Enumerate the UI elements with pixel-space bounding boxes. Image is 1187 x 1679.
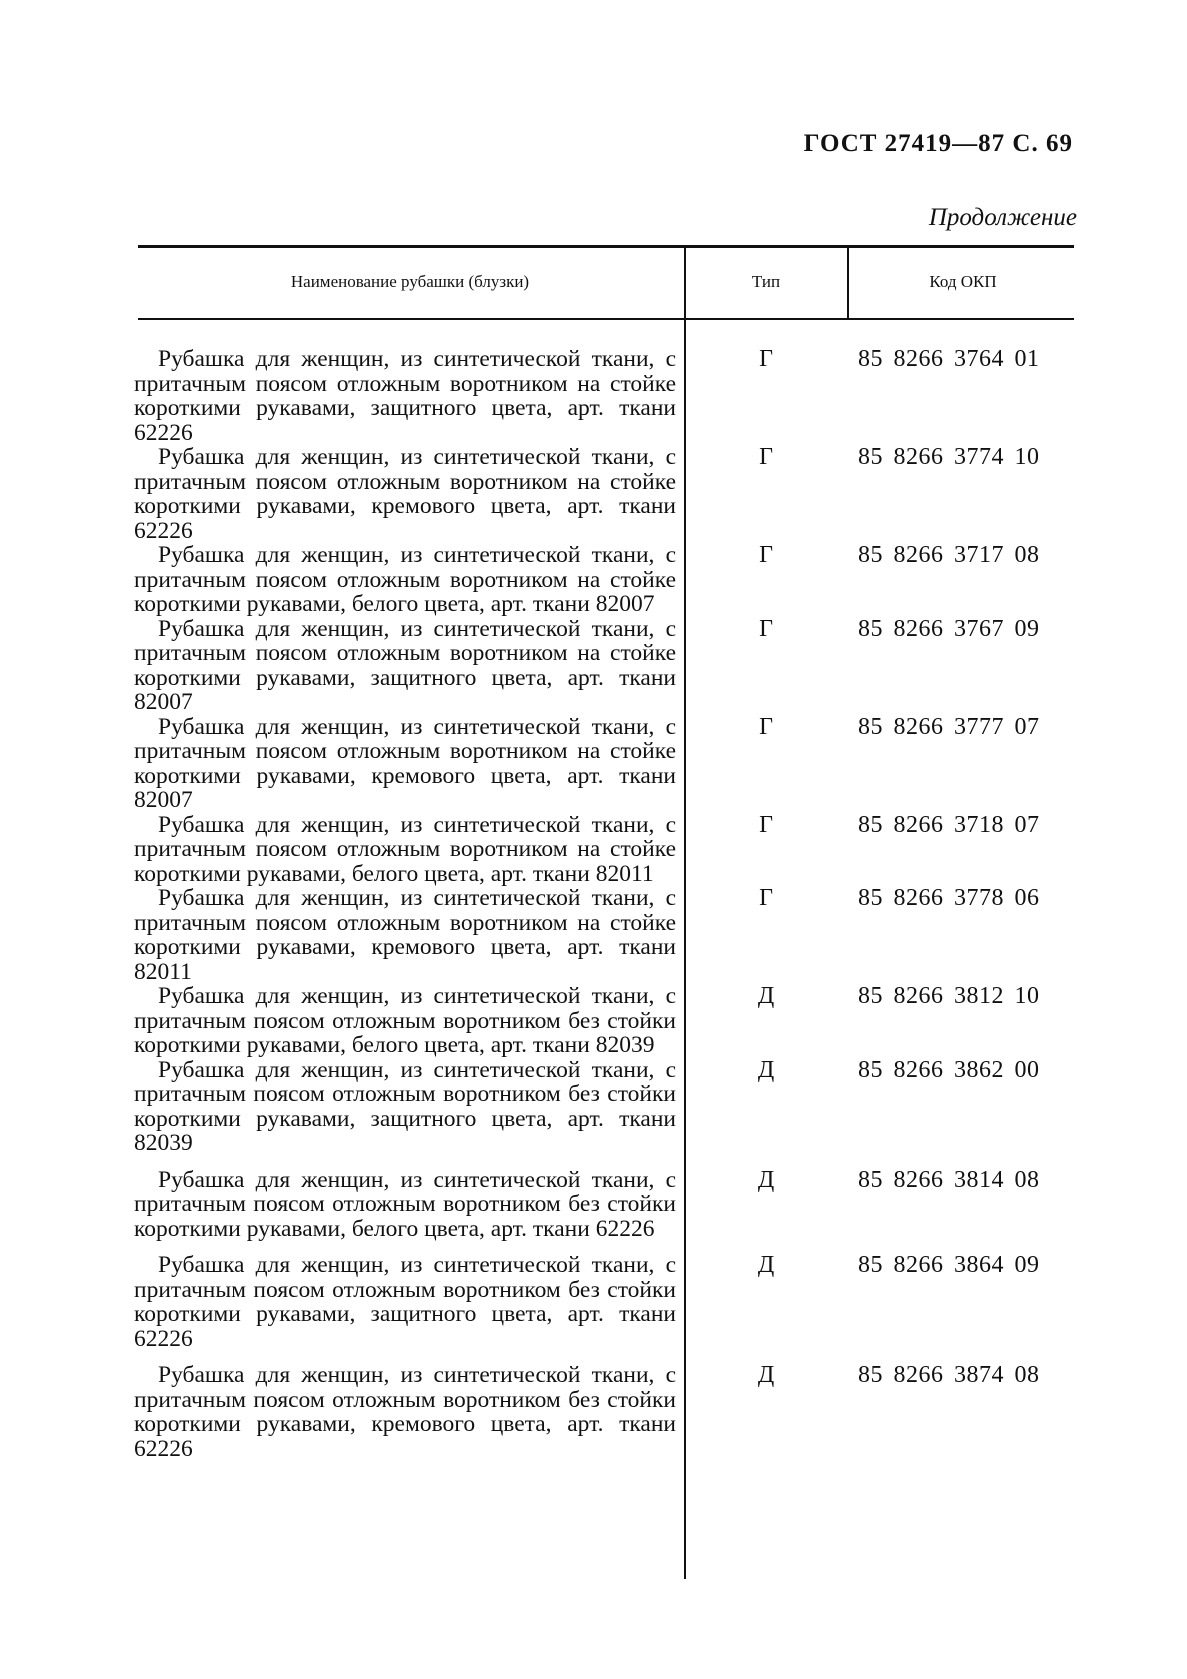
column-header-name: Наименование рубашки (блузки)	[290, 272, 530, 291]
table-header-rule	[138, 318, 1074, 320]
table-row	[0, 1168, 1187, 1242]
okp-code: 85 8266 3718 07	[858, 811, 1040, 838]
table-row	[0, 984, 1187, 1058]
shirt-type: Д	[757, 1362, 775, 1388]
shirt-name: Рубашка для женщин, из синтетической ткани, с притачным поясом отложным воротником на стойке короткими рукавами, защитного цвета, арт. ткани 82007	[134, 615, 676, 715]
table-row	[0, 886, 1187, 984]
okp-code: 85 8266 3764 01	[858, 346, 1040, 372]
shirt-name: Рубашка для женщин, из синтетической ткани, с притачным поясом отложным воротником на стойке короткими рукавами, белого цвета, арт. ткани 82007	[134, 542, 676, 617]
table-row	[0, 1253, 1187, 1351]
shirt-name: Рубашка для женщин, из синтетической ткани, с притачным поясом отложным воротником без стойки короткими рукавами, защитного цвета, арт. ткани 82039	[134, 1056, 676, 1156]
table-row	[0, 347, 1187, 445]
shirt-type: Д	[757, 1252, 775, 1278]
okp-code: 85 8266 3812 10	[858, 983, 1040, 1009]
page-header: ГОСТ 27419—87 С. 69	[803, 130, 1073, 157]
shirt-type: Д	[757, 983, 775, 1009]
shirt-name: Рубашка для женщин, из синтетической ткани, с притачным поясом отложным воротником на стойке короткими рукавами, защитного цвета, арт. ткани 62226	[134, 346, 676, 446]
okp-code: 85 8266 3874 08	[858, 1362, 1040, 1388]
okp-code: 85 8266 3862 00	[858, 1056, 1040, 1083]
okp-code: 85 8266 3778 06	[858, 885, 1040, 911]
table-top-rule	[138, 245, 1074, 248]
okp-code: 85 8266 3717 08	[858, 542, 1040, 568]
table-row	[0, 543, 1187, 617]
okp-code: 85 8266 3774 10	[858, 444, 1040, 470]
shirt-name: Рубашка для женщин, из синтетической ткани, с притачным поясом отложным воротником на стойке короткими рукавами, кремового цвета, арт. ткани 82011	[134, 885, 676, 985]
shirt-type: Г	[759, 346, 773, 372]
okp-code: 85 8266 3777 07	[858, 713, 1040, 740]
shirt-type: Д	[757, 1056, 775, 1083]
okp-code: 85 8266 3767 09	[858, 615, 1040, 642]
column-header-code: Код ОКП	[929, 272, 997, 291]
okp-code: 85 8266 3864 09	[858, 1252, 1040, 1278]
column-divider-type-code	[847, 248, 849, 318]
shirt-type: Г	[759, 542, 773, 568]
shirt-name: Рубашка для женщин, из синтетической ткани, с притачным поясом отложным воротником без стойки короткими рукавами, защитного цвета, арт. ткани 62226	[134, 1252, 676, 1352]
table-row	[0, 715, 1187, 813]
shirt-type: Г	[759, 444, 773, 470]
column-header-type: Тип	[751, 272, 781, 291]
shirt-name: Рубашка для женщин, из синтетической ткани, с притачным поясом отложным воротником без стойки короткими рукавами, кремового цвета, арт. ткани 62226	[134, 1362, 676, 1462]
shirt-type: Г	[759, 811, 773, 838]
shirt-name: Рубашка для женщин, из синтетической ткани, с притачным поясом отложным воротником на стойке короткими рукавами, кремового цвета, арт. ткани 62226	[134, 444, 676, 544]
table-row	[0, 617, 1187, 715]
shirt-type: Г	[759, 615, 773, 642]
shirt-type: Г	[759, 713, 773, 740]
table-row	[0, 813, 1187, 887]
table-row	[0, 1363, 1187, 1461]
shirt-name: Рубашка для женщин, из синтетической ткани, с притачным поясом отложным воротником на стойке короткими рукавами, кремового цвета, арт. ткани 82007	[134, 713, 676, 813]
continuation-label: Продолжение	[928, 204, 1077, 231]
okp-code: 85 8266 3814 08	[858, 1166, 1040, 1193]
shirt-type: Д	[757, 1166, 775, 1193]
table-row	[0, 1058, 1187, 1156]
shirt-type: Г	[759, 885, 773, 911]
shirt-name: Рубашка для женщин, из синтетической ткани, с притачным поясом отложным воротником без стойки короткими рукавами, белого цвета, арт. ткани 82039	[134, 983, 676, 1058]
shirt-name: Рубашка для женщин, из синтетической ткани, с притачным поясом отложным воротником на стойке короткими рукавами, белого цвета, арт. ткани 82011	[134, 811, 676, 887]
table-row	[0, 445, 1187, 543]
shirt-name: Рубашка для женщин, из синтетической ткани, с притачным поясом отложным воротником без стойки короткими рукавами, белого цвета, арт. ткани 62226	[134, 1166, 676, 1242]
table-body	[0, 347, 1187, 1461]
